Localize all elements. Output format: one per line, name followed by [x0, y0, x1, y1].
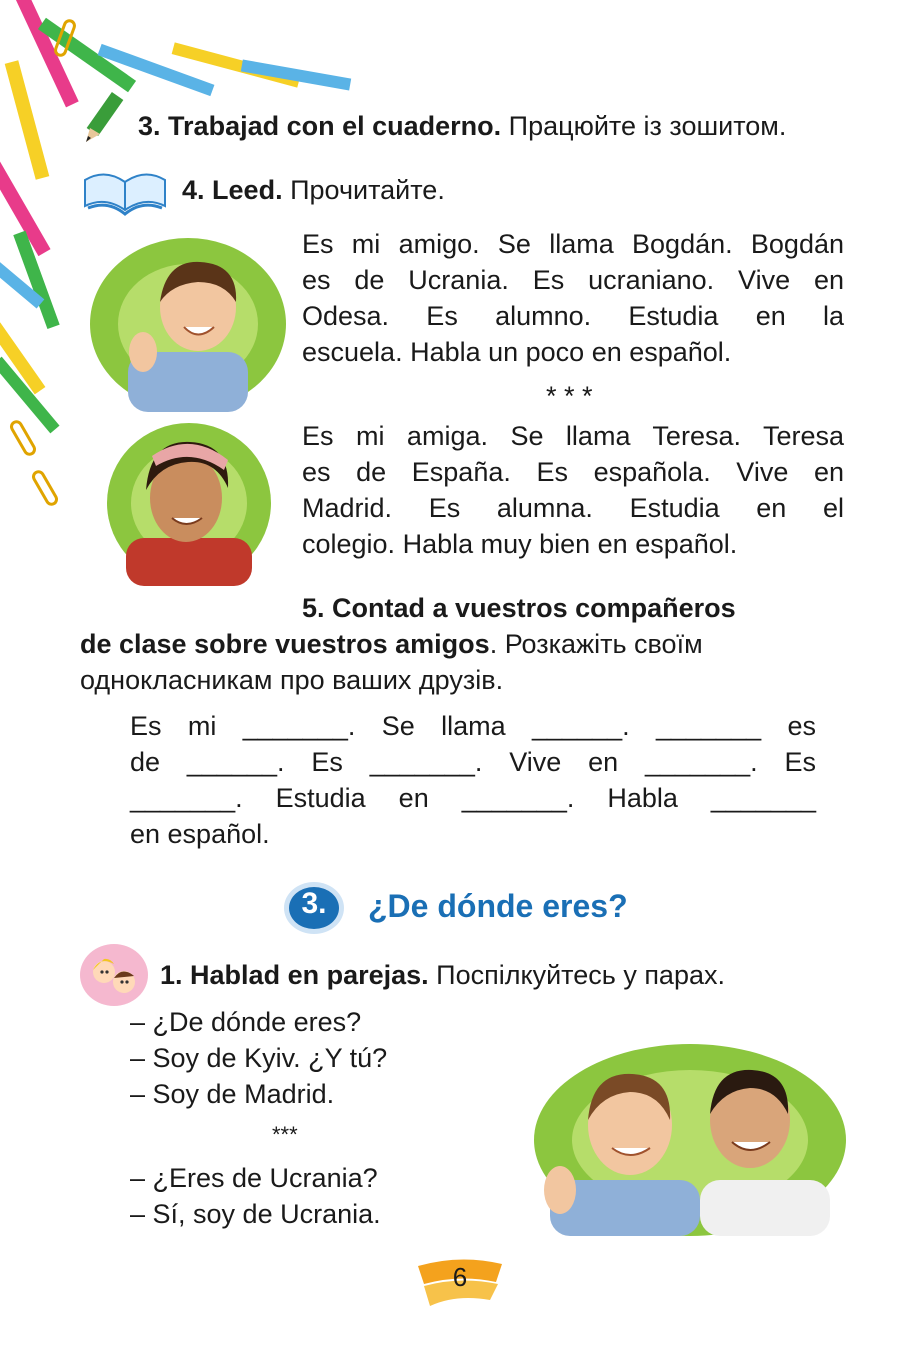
dialogue-separator: ***: [272, 1122, 298, 1147]
exercise-5-heading-line1: [302, 590, 736, 626]
exercise-5-number: 5.: [302, 593, 325, 623]
bogdan-line: Odesa. Es alumno. Estudia en la: [302, 301, 844, 331]
exercise-5-translation: . Розкажіть своїм: [489, 629, 703, 659]
exercise-5-heading-line2: [80, 626, 703, 662]
lesson-exercise-1-translation: Поспілкуйтесь у парах.: [436, 960, 725, 990]
dialogue-part-2: [130, 1160, 381, 1232]
teresa-line: Madrid. Es alumna. Estudia en el: [302, 493, 844, 523]
text-separator: * * *: [546, 381, 593, 411]
bogdan-text: [302, 226, 844, 370]
exercise-5-title-cont: de clase sobre vuestros amigos: [80, 629, 490, 659]
lesson-exercise-1-number: 1.: [160, 960, 183, 990]
dialogue-line: – ¿Eres de Ucrania?: [130, 1163, 378, 1193]
lesson-number: 3.: [301, 887, 327, 920]
lesson-exercise-1-heading: [160, 957, 725, 993]
exercise-4-title: Leed.: [212, 175, 283, 205]
exercise-4-translation: Прочитайте.: [290, 175, 445, 205]
talking-kids-icon: [78, 942, 150, 1008]
teresa-line: colegio. Habla muy bien en español.: [302, 529, 738, 559]
lesson-exercise-1-title: Hablad en parejas.: [190, 960, 429, 990]
fill-in-template: [130, 708, 816, 852]
exercise-3-title: Trabajad con el cuaderno.: [168, 111, 502, 141]
bogdan-line: escuela. Habla un poco en español.: [302, 337, 732, 367]
teresa-line: Es mi amiga. Se llama Teresa. Teresa: [302, 421, 844, 451]
teresa-text: [302, 418, 844, 562]
exercise-5-translation-cont: однокласникам про ваших друзів.: [80, 665, 504, 695]
photo-two-boys: [500, 1030, 846, 1236]
dialogue-line: – Sí, soy de Ucrania.: [130, 1199, 381, 1229]
pencil-icon: [78, 88, 132, 148]
lesson-title: ¿De dónde eres?: [368, 888, 628, 924]
template-line: de ______. Es _______. Vive en _______. Es: [130, 747, 816, 777]
dialogue-line: – ¿De dónde eres?: [130, 1007, 362, 1037]
exercise-3-heading: [138, 108, 786, 144]
exercise-4-number: 4.: [182, 175, 205, 205]
exercise-4-heading: [182, 172, 445, 208]
template-line: Es mi _______. Se llama ______. _______ es: [130, 711, 816, 741]
open-book-icon: [80, 160, 170, 216]
bogdan-line: es de Ucrania. Es ucraniano. Vive en: [302, 265, 844, 295]
exercise-5-title: Contad a vuestros compañeros: [332, 593, 736, 623]
dialogue-line: – Soy de Kyiv. ¿Y tú?: [130, 1043, 388, 1073]
exercise-3-number: 3.: [138, 111, 161, 141]
exercise-3-translation: Працюйте із зошитом.: [508, 111, 787, 141]
dialogue-line: – Soy de Madrid.: [130, 1079, 335, 1109]
dialogue-part-1: [130, 1004, 387, 1112]
photo-teresa: [106, 420, 272, 586]
teresa-line: es de España. Es española. Vive en: [302, 457, 844, 487]
page-number: 6: [452, 1262, 468, 1292]
template-line: _______. Estudia en _______. Habla _______: [130, 783, 816, 813]
bogdan-line: Es mi amigo. Se llama Bogdán. Bogdán: [302, 229, 844, 259]
template-line: en español.: [130, 819, 270, 849]
photo-bogdan: [88, 232, 288, 412]
